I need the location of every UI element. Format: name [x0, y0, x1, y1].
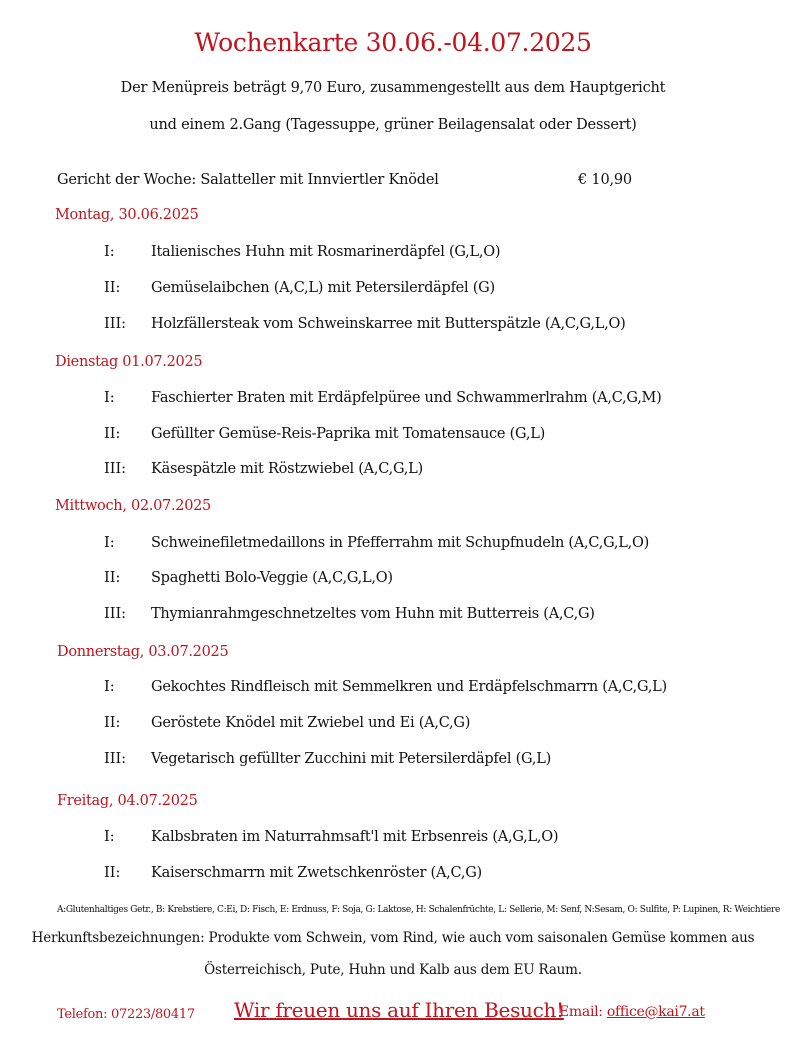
email-link[interactable]: office@kai7.at	[606, 1004, 705, 1020]
footer-slogan: Wir freuen uns auf Ihren Besuch!	[234, 998, 564, 1022]
day-heading-monday: Montag, 30.06.2025	[55, 207, 199, 223]
dish-number: III:	[104, 461, 127, 477]
dish-text: Käsespätzle mit Röstzwiebel (A,C,G,L)	[151, 461, 423, 477]
dish-text: Spaghetti Bolo-Veggie (A,C,G,L,O)	[151, 570, 393, 586]
dish-number: III:	[104, 751, 127, 767]
dish-text: Faschierter Braten mit Erdäpfelpüree und Schwammerlrahm (A,C,G,M)	[151, 390, 662, 406]
dish-number: II:	[104, 426, 121, 442]
dish-text: Italienisches Huhn mit Rosmarinerdäpfel (G,L,O)	[151, 244, 501, 260]
dish-number: III:	[104, 316, 127, 332]
dish-text: Kalbsbraten im Naturrahmsaft'l mit Erbsenreis (A,G,L,O)	[151, 829, 559, 845]
day-heading-wednesday: Mittwoch, 02.07.2025	[55, 498, 211, 514]
dish-number: II:	[104, 280, 121, 296]
dish-number: I:	[104, 244, 115, 260]
dish-number: II:	[104, 715, 121, 731]
dish-number: II:	[104, 865, 121, 881]
page-title: Wochenkarte 30.06.-04.07.2025	[194, 28, 592, 57]
dish-number: I:	[104, 390, 115, 406]
allergen-legend: A:Glutenhaltiges Getr., B: Krebstiere, C:Ei, D: Fisch, E: Erdnuss, F: Soja, G: Laktose, H: Schalenfrüchte, L: Sellerie, M: Senf, N:Sesam, O: Sulfite, P: Lupinen, R: Weichtiere	[57, 905, 780, 915]
origin-line-2: Österreichisch, Pute, Huhn und Kalb aus dem EU Raum.	[204, 962, 582, 978]
dish-text: Geröstete Knödel mit Zwiebel und Ei (A,C,G)	[151, 715, 471, 731]
day-heading-friday: Freitag, 04.07.2025	[57, 793, 198, 809]
dish-text: Vegetarisch gefüllter Zucchini mit Petersilerdäpfel (G,L)	[151, 751, 551, 767]
dish-number: I:	[104, 829, 115, 845]
dish-text: Kaiserschmarrn mit Zwetschkenröster (A,C,G)	[151, 865, 482, 881]
footer-phone: Telefon: 07223/80417	[57, 1007, 195, 1022]
origin-line-1: Herkunftsbezeichnungen: Produkte vom Schwein, vom Rind, wie auch vom saisonalen Gemüse kommen aus	[31, 930, 755, 946]
day-heading-thursday: Donnerstag, 03.07.2025	[57, 644, 229, 660]
footer-email	[559, 1004, 705, 1020]
weekly-dish-price: € 10,90	[578, 172, 632, 188]
dish-text: Schweinefiletmedaillons in Pfefferrahm mit Schupfnudeln (A,C,G,L,O)	[151, 535, 650, 551]
dish-number: III:	[104, 606, 127, 622]
dish-number: I:	[104, 535, 115, 551]
dish-number: II:	[104, 570, 121, 586]
dish-number: I:	[104, 679, 115, 695]
dish-text: Gemüselaibchen (A,C,L) mit Petersilerdäpfel (G)	[151, 280, 495, 296]
intro-line-1: Der Menüpreis beträgt 9,70 Euro, zusammengestellt aus dem Hauptgericht	[120, 80, 666, 96]
email-label: Email:	[559, 1004, 607, 1020]
day-heading-tuesday: Dienstag 01.07.2025	[55, 354, 203, 370]
intro-line-2: und einem 2.Gang (Tagessuppe, grüner Beilagensalat oder Dessert)	[149, 117, 637, 133]
weekly-dish: Gericht der Woche: Salatteller mit Innviertler Knödel	[57, 172, 439, 188]
dish-text: Thymianrahmgeschnetzeltes vom Huhn mit Butterreis (A,C,G)	[151, 606, 595, 622]
dish-text: Gekochtes Rindfleisch mit Semmelkren und Erdäpfelschmarrn (A,C,G,L)	[151, 679, 667, 695]
dish-text: Gefüllter Gemüse-Reis-Paprika mit Tomatensauce (G,L)	[151, 426, 545, 442]
dish-text: Holzfällersteak vom Schweinskarree mit Butterspätzle (A,C,G,L,O)	[151, 316, 626, 332]
